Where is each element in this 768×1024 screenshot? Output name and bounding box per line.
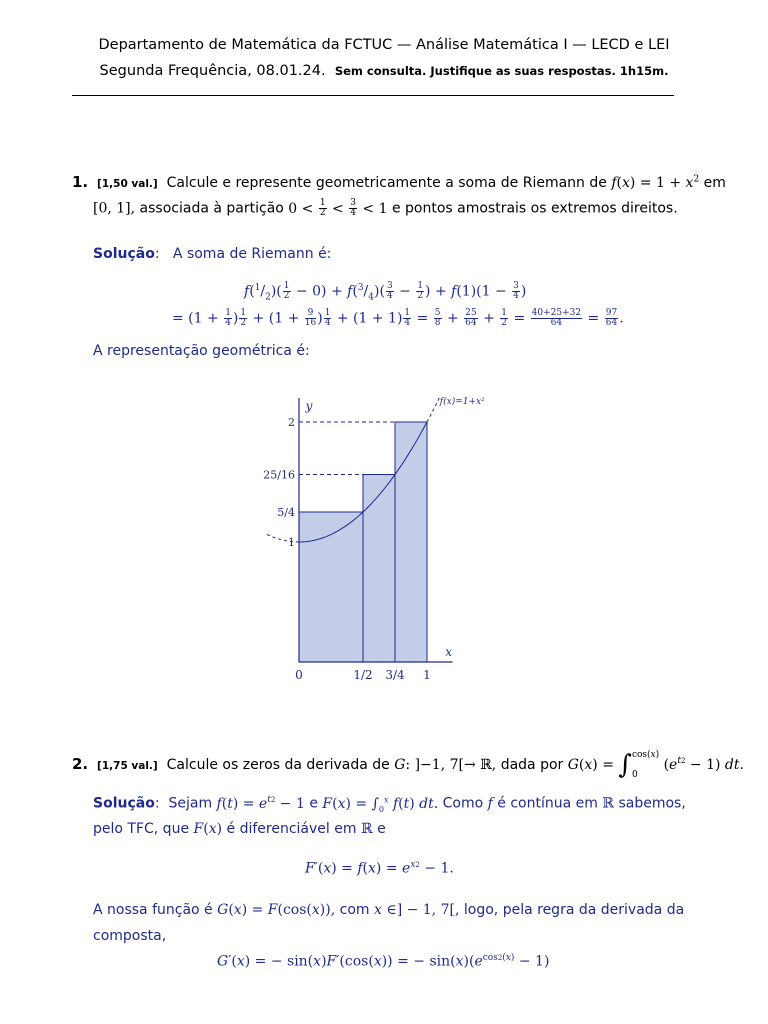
q2-f-sym: f: [487, 795, 493, 812]
y-tick-label-1: 1: [288, 536, 295, 549]
q1-partition: 0 < $\frac{1}{2}$ < $\frac{3}{4}$ < 1: [288, 198, 388, 218]
q1-riemann-eq1: $f(^1/_2)$( $\frac{1}{2}$ − $0) + f(^3/_4)$( $\frac{3}{4}$ − $\frac{1}{2}$ ) + f(1)(1 − $\frac{3}{4}$ ): [244, 281, 527, 303]
q2-sol-a: Sejam: [168, 795, 213, 812]
y-tick-label-3: 25/16: [263, 468, 295, 482]
q2-line1: [72, 745, 744, 785]
q2-chain-eq: G′(x) = − sin(x)F′(cos(x)) = − $\sin(x)(e^{cos2(x)} - 1)$: [217, 953, 550, 970]
y-tick-label-2: 5/4: [277, 506, 295, 519]
q2-sol-g: é diferenciável em: [226, 821, 357, 837]
q1-text-b: em: [703, 175, 726, 191]
q2-line-c-text: logo, pela regra da derivada da: [463, 902, 685, 918]
q1-function: $f(x) = 1 + x^2$: [611, 174, 700, 191]
y-axis-label: y: [305, 399, 313, 413]
q2-sol-h: e: [377, 821, 386, 837]
q2-sol-line2: [93, 821, 386, 837]
q2-domain: G: ]−1, 7[→ ℝ,: [394, 757, 497, 773]
header-subtitle: [0, 63, 768, 79]
q2-reals-1: ℝ: [602, 795, 614, 812]
x-tick-label-4: 1: [423, 668, 431, 682]
q2-sol-f: pelo TFC, que: [93, 821, 190, 837]
q2-definition: G(x) = ∫ cos(x) 0 $(e^{t2} - 1)$ dt.: [567, 750, 744, 780]
q2-derivative-eq: $F'(x) = f(x) = e^{x2} - 1$.: [305, 860, 454, 877]
q2-x-in: x ∈] − 1, 7[,: [373, 902, 460, 918]
q1-solution-text: A soma de Riemann é:: [172, 246, 332, 262]
q1-solution-label: Solução: [93, 246, 155, 262]
q2-f-def: $f(t) = e^{t2} - 1$: [216, 795, 305, 812]
q1-interval: [0, 1],: [93, 200, 136, 217]
q2-F-def: $F(x) = \int_0^x$ f(t) dt.: [322, 795, 439, 814]
q2-sol-e: sabemos,: [618, 795, 686, 812]
q1-riemann-eq2: = (1 + $\frac{1}{4}$ ) $\frac{1}{2}$ + (1 + $\frac{9}{16}$ ) $\frac{1}{4}$ + (1 + 1) $\frac{1}{4}$ = $\frac{5}{8}$ + $\frac{25}{64}$ + $\frac{1}{2}$ = $\frac{40+25+32}{64}$ = $\frac{97}{64}$ .: [172, 308, 624, 328]
y-tick-label-4: 2: [288, 416, 295, 429]
q2-text-b: dada por: [500, 757, 564, 773]
q2-sol-line1: Solução: Sejam $f(t) = e^{t2} - 1$ e $F(x) = \int_0^x$ f(t) dt. Como f é contínua em ℝ sabemos,: [93, 795, 686, 814]
q2-line-b-text: com: [339, 902, 370, 918]
q2-line-a-text: A nossa função é: [93, 902, 213, 918]
header-date: Segunda Frequência, 08.01.24.: [99, 63, 326, 79]
x-tick-label-2: 1/2: [353, 668, 373, 682]
x-tick-label-3: 3/4: [385, 668, 405, 682]
q1-solution-intro: Solução: A soma de Riemann é:: [93, 246, 332, 262]
q2-solution-label: Solução: [93, 795, 155, 812]
q2-text-a: Calcule os zeros da derivada de: [166, 757, 390, 773]
riemann-chart: [255, 385, 515, 695]
riemann-rect-3: [395, 422, 427, 662]
q1-text-d: e pontos amostrais os extremos direitos.: [391, 200, 678, 217]
q1-text-c: associada à partição: [139, 200, 284, 217]
header-rule: [72, 95, 674, 96]
q2-sol-b: e: [309, 795, 318, 812]
q1-text-a: Calcule e represente geometricamente a soma de Riemann de: [166, 175, 607, 191]
q2-Fx: F(x): [193, 821, 223, 837]
q2-line-d: composta,: [93, 928, 167, 944]
q1-value: [1,50 val.]: [97, 178, 158, 190]
q1-number: 1.: [72, 173, 89, 191]
q2-sol-c: Como: [442, 795, 484, 812]
x-tick-label-1: 0: [295, 668, 303, 682]
q1-geo-text: A representação geométrica é:: [93, 343, 310, 359]
q2-reals-2: ℝ: [360, 821, 373, 837]
riemann-rect-2: [363, 475, 395, 663]
header-instructions: Sem consulta. Justifique as suas respostas. 1h15m.: [334, 64, 669, 78]
q1-line2: [93, 199, 678, 218]
q1-line1: [72, 173, 726, 191]
q2-G-comp: G(x) = F(cos(x)),: [217, 902, 336, 918]
q2-value: [1,75 val.]: [97, 760, 158, 772]
q2-line-a: [93, 902, 684, 918]
curve-label: f(x)=1+x²: [439, 397, 485, 407]
q2-sol-d: é contínua em: [497, 795, 598, 812]
header-title: Departamento de Matemática da FCTUC — Análise Matemática I — LECD e LEI: [98, 37, 670, 53]
q2-number: 2.: [72, 755, 89, 773]
x-axis-label: x: [445, 645, 452, 659]
